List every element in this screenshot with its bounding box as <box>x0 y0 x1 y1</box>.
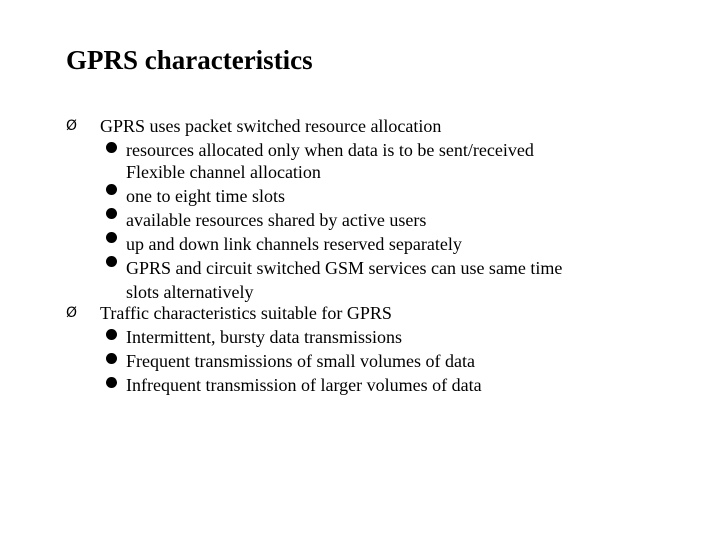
sub-bullet-gsm-services: GPRS and circuit switched GSM services can use same time <box>126 258 563 278</box>
dot-bullet-icon <box>106 329 117 340</box>
arrow-bullet-icon: Ø <box>66 118 78 134</box>
sub-bullet-intermittent: Intermittent, bursty data transmissions <box>126 327 402 347</box>
sub-bullet-time-slots: one to eight time slots <box>126 186 285 206</box>
sub-bullet-infrequent: Infrequent transmission of larger volumes of data <box>126 375 482 395</box>
dot-bullet-icon <box>106 256 117 267</box>
bullet-packet-switched: GPRS uses packet switched resource allocation <box>100 116 442 136</box>
sub-bullet-resources-allocated: resources allocated only when data is to be sent/received <box>126 140 534 160</box>
sub-bullet-frequent: Frequent transmissions of small volumes of data <box>126 351 475 371</box>
sub-bullet-flexible-channel: Flexible channel allocation <box>126 162 321 182</box>
sub-bullet-link-channels: up and down link channels reserved separately <box>126 234 462 254</box>
dot-bullet-icon <box>106 232 117 243</box>
bullet-traffic-characteristics: Traffic characteristics suitable for GPRS <box>100 303 392 323</box>
sub-bullet-gsm-services-continued: slots alternatively <box>126 282 254 302</box>
dot-bullet-icon <box>106 142 117 153</box>
arrow-bullet-icon: Ø <box>66 305 78 321</box>
dot-bullet-icon <box>106 184 117 195</box>
dot-bullet-icon <box>106 208 117 219</box>
dot-bullet-icon <box>106 377 117 388</box>
dot-bullet-icon <box>106 353 117 364</box>
slide-title: GPRS characteristics <box>66 45 313 75</box>
sub-bullet-shared-resources: available resources shared by active users <box>126 210 427 230</box>
